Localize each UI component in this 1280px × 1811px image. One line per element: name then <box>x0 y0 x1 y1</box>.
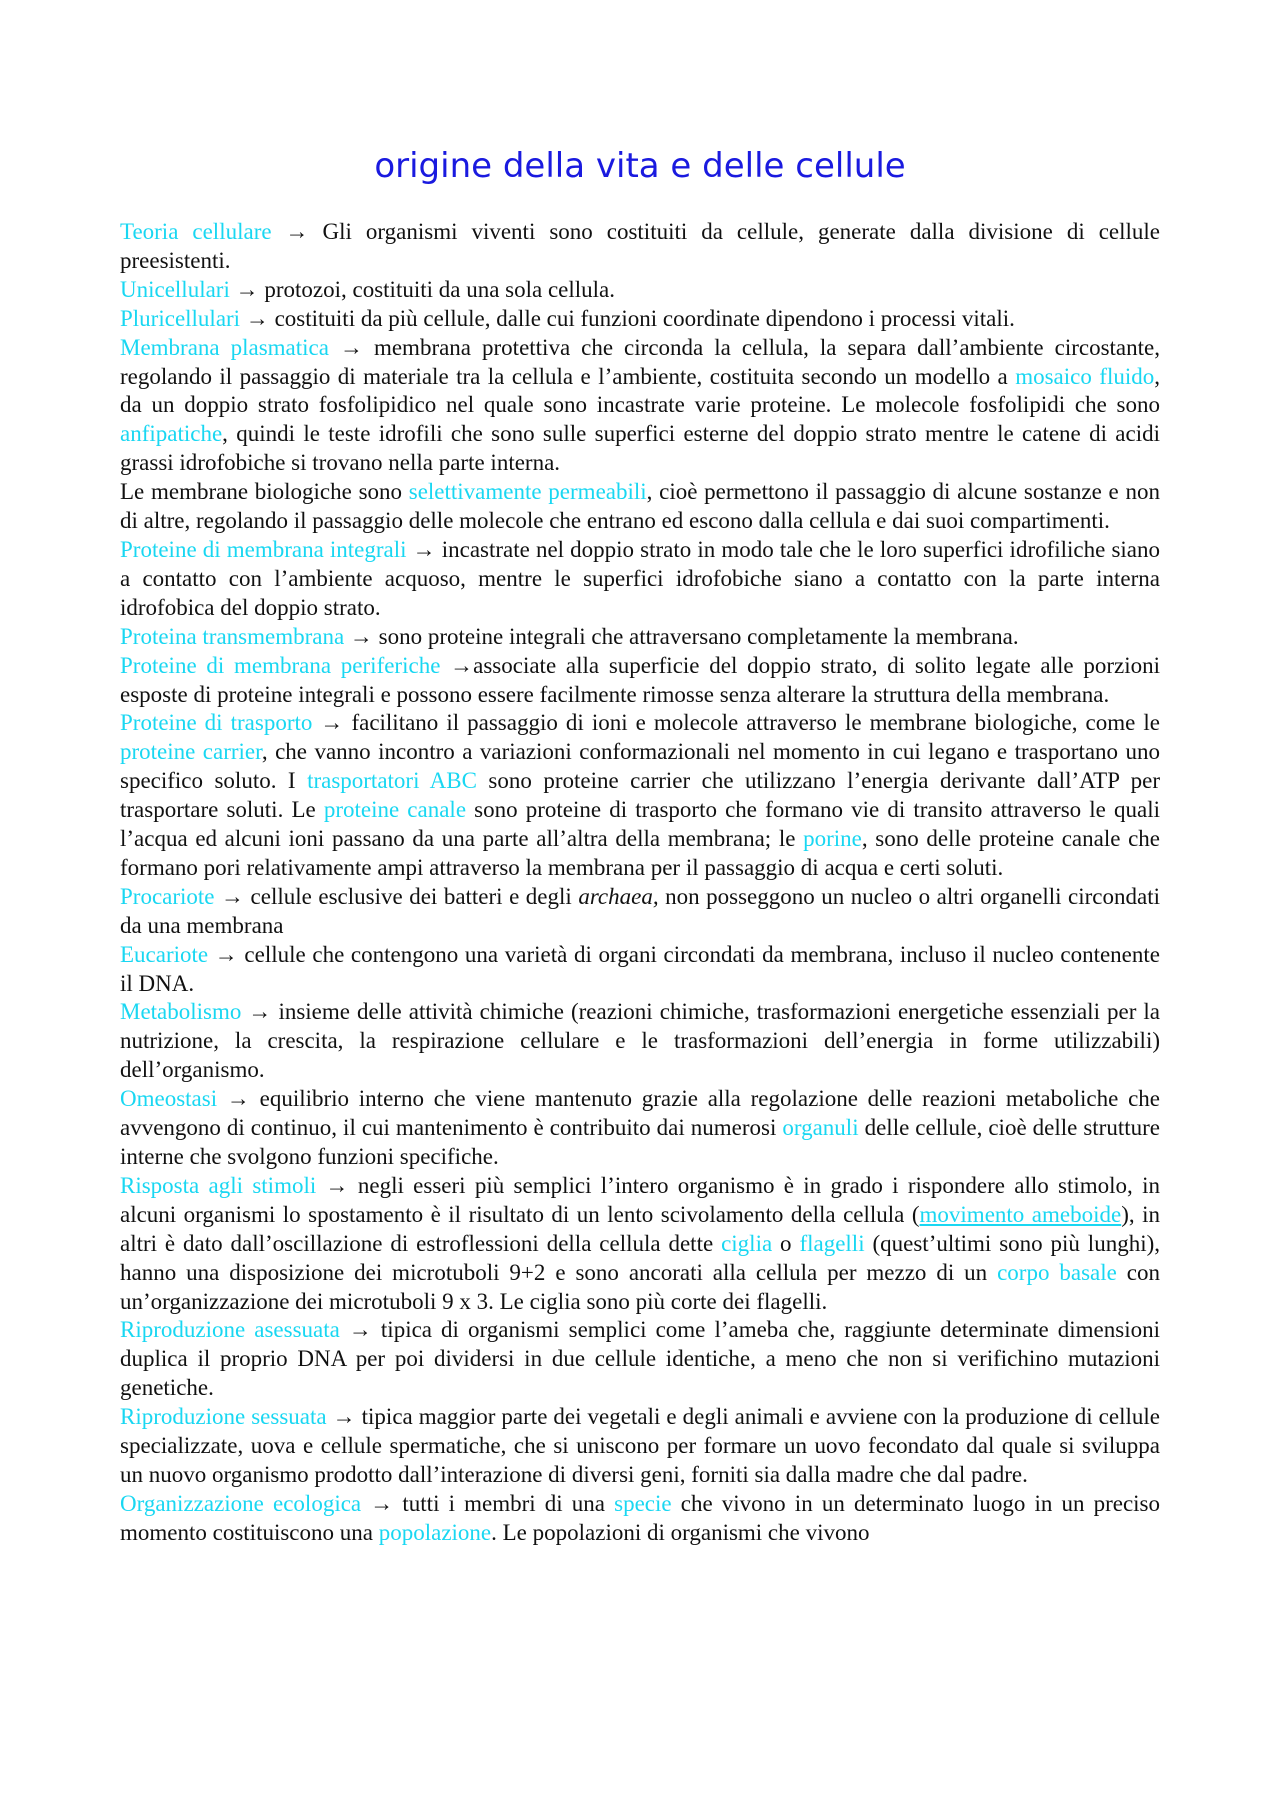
paragraph <box>120 623 1160 652</box>
term-highlight: ciglia <box>721 1230 773 1256</box>
term-highlight: flagelli <box>799 1230 865 1256</box>
body-text: sono proteine carrier che utilizzano l’energia derivante dall’ATP per trasportare soluti. Le <box>120 768 1161 823</box>
paragraph <box>120 1172 1160 1317</box>
term-highlight: Proteine di membrana periferiche <box>120 652 441 678</box>
body-text: →associate alla superficie del doppio strato, di solito legate alle porzioni esposte di proteine integrali e possono essere facilmente rimosse senza alterare la struttura della membrana. <box>120 652 1160 707</box>
term-highlight: trasportatori ABC <box>307 768 477 794</box>
term-highlight: corpo basale <box>997 1259 1117 1285</box>
term-highlight: Eucariote <box>120 941 209 967</box>
term-highlight: specie <box>614 1490 672 1516</box>
term-highlight: popolazione <box>378 1519 492 1545</box>
paragraph <box>120 478 1160 536</box>
body-text: delle cellule, cioè delle strutture interne che svolgono funzioni specifiche. <box>120 1115 1160 1169</box>
body-text: → protozoi, costituiti da una sola cellula. <box>229 276 616 302</box>
body-text: (quest’ultimi sono più lunghi), hanno una disposizione dei microtuboli 9+2 e sono ancorati alla cellula per mezzo di un <box>120 1230 1160 1285</box>
term-highlight: anfipatiche <box>120 421 223 447</box>
term-highlight: organuli <box>782 1115 859 1141</box>
body-text: con un’organizzazione dei microtuboli 9 x 3. Le ciglia sono più corte dei flagelli. <box>120 1259 1160 1314</box>
body-text: → insieme delle attività chimiche (reazioni chimiche, trasformazioni energetiche essenziali per la nutrizione, la crescita, la respirazione cellulare e le trasformazioni dell’energia in forme utilizzabili) dell’organismo. <box>120 999 1160 1083</box>
body-text: → sono proteine integrali che attraversano completamente la membrana. <box>344 623 1019 649</box>
paragraph <box>120 305 1160 334</box>
paragraph <box>120 536 1160 623</box>
term-highlight: Risposta agli stimoli <box>120 1172 317 1198</box>
term-highlight: Organizzazione ecologica <box>120 1490 362 1516</box>
body-text: → cellule esclusive dei batteri e degli <box>214 883 579 909</box>
term-link[interactable]: movimento ameboide <box>919 1201 1122 1227</box>
body-text: → negli esseri più semplici l’intero organismo è in grado i rispondere allo stimolo, in alcuni organismi lo spostamento è il risultato di un lento scivolamento della cellula ( <box>120 1172 1160 1227</box>
term-highlight: Membrana plasmatica <box>120 334 329 360</box>
body-text: → cellule che contengono una varietà di organi circondati da membrana, incluso il nucleo contenente il DNA. <box>120 941 1160 996</box>
document-body <box>120 218 1160 1548</box>
term-highlight: Unicellulari <box>120 276 230 302</box>
paragraph <box>120 998 1160 1085</box>
term-highlight: proteine carrier <box>120 739 262 765</box>
paragraph <box>120 1403 1160 1490</box>
body-text: Le membrane biologiche sono <box>120 479 409 505</box>
body-text: , che vanno incontro a variazioni conformazionali nel momento in cui legano e trasportano uno specifico soluto. I <box>120 739 1160 794</box>
term-highlight: Pluricellulari <box>120 305 241 331</box>
term-highlight: Proteine di membrana integrali <box>120 536 407 562</box>
body-text: → tutti i membri di una <box>361 1490 615 1516</box>
term-highlight: proteine canale <box>323 797 467 823</box>
paragraph <box>120 941 1160 999</box>
body-text: o <box>772 1230 800 1256</box>
body-text: → tipica maggior parte dei vegetali e degli animali e avviene con la produzione di cellule specializzate, uova e cellule spermatiche, che si uniscono per formare un uovo fecondato dal quale si sviluppa un nuovo organismo prodotto dall’interazione di diversi geni, forniti sia dalla madre che dal padre. <box>120 1404 1160 1487</box>
term-highlight: Proteina transmembrana <box>120 623 345 649</box>
term-highlight: Metabolismo <box>120 999 242 1025</box>
body-text: → incastrate nel doppio strato in modo tale che le loro superfici idrofiliche siano a contatto con l’ambiente acquoso, mentre le superfici idrofobiche siano a contatto con la parte interna idrofobica del doppio strato. <box>120 536 1160 620</box>
paragraph <box>120 1085 1160 1172</box>
body-text: , da un doppio strato fosfolipidico nel quale sono incastrate varie proteine. Le molecole fosfolipidi che sono <box>120 363 1160 418</box>
body-text: → tipica di organismi semplici come l’ameba che, raggiunte determinate dimensioni duplica il proprio DNA per poi dividersi in due cellule identiche, a meno che non si verifichino mutazioni genetiche. <box>120 1317 1160 1401</box>
term-highlight: Omeostasi <box>120 1086 218 1112</box>
paragraph <box>120 709 1160 882</box>
italic-text: archaea, <box>578 883 659 909</box>
body-text: . Le popolazioni di organismi che vivono <box>491 1519 870 1545</box>
paragraph <box>120 1490 1160 1548</box>
term-highlight: Proteine di trasporto <box>120 710 313 736</box>
term-highlight: Riproduzione sessuata <box>120 1404 327 1430</box>
body-text: → Gli organismi viventi sono costituiti da cellule, generate dalla divisione di cellule preesistenti. <box>120 219 1160 273</box>
body-text: ), in altri è dato dall’oscillazione di estroflessioni della cellula dette <box>120 1201 1160 1256</box>
body-text: → costituiti da più cellule, dalle cui funzioni coordinate dipendono i processi vitali. <box>240 305 1015 331</box>
body-text: → facilitano il passaggio di ioni e molecole attraverso le membrane biologiche, come le <box>312 710 1160 736</box>
term-highlight: Teoria cellulare <box>120 219 272 244</box>
paragraph <box>120 1316 1160 1403</box>
body-text: non posseggono un nucleo o altri organelli circondati da una membrana <box>120 883 1160 938</box>
paragraph <box>120 218 1160 276</box>
term-highlight: selettivamente permeabili <box>408 479 647 505</box>
paragraph <box>120 276 1160 305</box>
body-text: → equilibrio interno che viene mantenuto grazie alla regolazione delle reazioni metaboliche che avvengono di continuo, il cui mantenimento è contribuito dai numerosi <box>120 1086 1160 1141</box>
paragraph <box>120 883 1160 941</box>
body-text: , quindi le teste idrofili che sono sulle superfici esterne del doppio strato mentre le catene di acidi grassi idrofobiche si trovano nella parte interna. <box>120 421 1160 476</box>
term-highlight: porine <box>803 826 862 852</box>
page-title: origine della vita e delle cellule <box>374 146 906 186</box>
paragraph <box>120 652 1160 710</box>
term-highlight: Procariote <box>120 883 215 909</box>
body-text: che vivono in un determinato luogo in un preciso momento costituiscono una <box>120 1490 1161 1545</box>
term-highlight: Riproduzione asessuata <box>120 1317 340 1343</box>
paragraph <box>120 334 1160 479</box>
body-text: → membrana protettiva che circonda la cellula, la separa dall’ambiente circostante, regolando il passaggio di materiale tra la cellula e l’ambiente, costituita secondo un modello a <box>120 334 1160 389</box>
body-text: , sono delle proteine canale che formano pori relativamente ampi attraverso la membrana per il passaggio di acqua e certi soluti. <box>120 826 1160 880</box>
body-text: sono proteine di trasporto che formano vie di transito attraverso le quali l’acqua ed alcuni ioni passano da una parte all’altra della membrana; le <box>120 797 1160 852</box>
term-highlight: mosaico fluido <box>1015 363 1155 389</box>
body-text: , cioè permettono il passaggio di alcune sostanze e non di altre, regolando il passaggio delle molecole che entrano ed escono dalla cellula e dai suoi compartimenti. <box>120 479 1160 534</box>
